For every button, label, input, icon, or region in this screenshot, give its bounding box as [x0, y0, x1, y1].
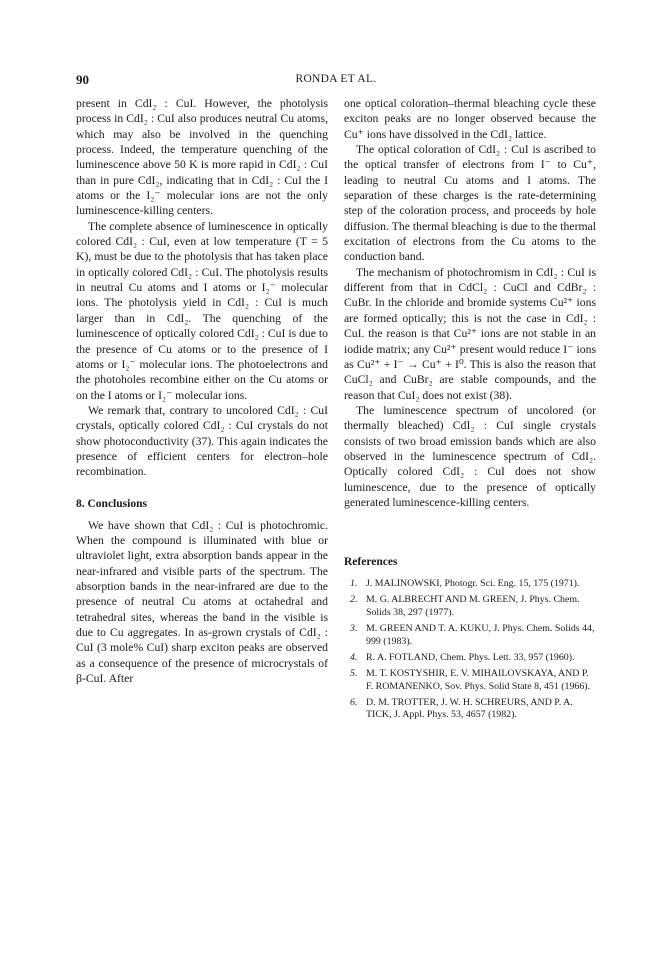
body-paragraph: We remark that, contrary to uncolored CdI₂ : CuI crystals, optically colored CdI₂ : CuI crystals do not show photoconductivity (37). This again indicates the presence of efficient centers for electron–hole recombination.	[76, 403, 328, 479]
references-list	[344, 578, 596, 722]
reference-text: J. MALINOWSKI, Photogr. Sci. Eng. 15, 175 (1971).	[366, 578, 580, 590]
page-header	[76, 72, 596, 90]
reference-number: 5.	[350, 667, 358, 679]
reference-number: 4.	[350, 651, 358, 663]
references-heading: References	[344, 556, 398, 569]
left-column	[76, 96, 328, 686]
reference-item	[344, 668, 596, 694]
body-paragraph: present in CdI₂ : CuI. However, the photolysis process in CdI₂ : CuI also produces neutral Cu atoms, which may also be involved in the quenching process. Indeed, the temperature quenching of the luminescence above 50 K is more rapid in CdI₂ : CuI than in pure CdI₂, indicating that in CdI₂ : CuI the I atoms or the I₂⁻ molecular ions are not the only luminescence-killing centers.	[76, 97, 328, 218]
reference-text: M. G. ALBRECHT AND M. GREEN, J. Phys. Chem. Solids 38, 297 (1977).	[366, 594, 580, 619]
reference-item	[344, 652, 596, 665]
body-paragraph: The mechanism of photochromism in CdI₂ : CuI is different from that in CdCl₂ : CuCl and CdBr₂ : CuBr. In the chloride and bromide systems Cu²⁺ ions are formed optically; this is not the case in CdI₂ : CuI. the reason is that Cu²⁺ ions are not stable in an iodide matrix; any Cu²⁺ present would reduce I⁻ ions as Cu²⁺ + I⁻ → Cu⁺ + I⁰. This is also the reason that CuCl₂ and CuBr₂ are stable compounds, and the reason that CuI₂ does not exist (38).	[344, 265, 596, 402]
body-paragraph: The luminescence spectrum of uncolored (or thermally bleached) CdI₂ : CuI single crystals consists of two broad emission bands which are also observed in the luminescence spectrum of CdI₂. Optically colored CdI₂ : CuI does not show luminescence, due to the presence of optically generated luminescence-killing centers.	[344, 403, 596, 509]
reference-text: R. A. FOTLAND, Chem. Phys. Lett. 33, 957 (1960).	[366, 651, 575, 663]
conclusions-paragraph: We have shown that CdI₂ : CuI is photochromic. When the compound is illuminated with blue or ultraviolet light, extra absorption bands appear in the near-infrared and visible parts of the spectrum. The absorption bands in the near-infrared are due to the presence of neutral Cu atoms at octahedral and tetrahedral sites, whereas the band in the visible is due to Cu aggregates. In as-grown crystals of CdI₂ : CuI (3 mole% CuI) sharp exciton peaks are observed as a consequence of the presence of microcrystals of β-CuI. After	[76, 518, 328, 686]
reference-number: 3.	[350, 623, 358, 634]
reference-number: 1.	[350, 578, 358, 590]
section-heading-conclusions: 8. Conclusions	[76, 497, 147, 510]
body-paragraph: The optical coloration of CdI₂ : CuI is ascribed to the optical transfer of electrons from I⁻ to Cu⁺, leading to neutral Cu atoms and I atoms. The separation of these charges is the rate-determining step of the coloration process, and proceeds by hole diffusion. The thermal bleaching is due to the thermal excitation of electrons from the Cu atoms to the conduction band.	[344, 143, 596, 264]
running-head: RONDA ET AL.	[295, 73, 377, 85]
reference-number: 2.	[350, 594, 358, 606]
reference-number: 6.	[350, 696, 358, 708]
reference-text: M. GREEN AND T. A. KUKU, J. Phys. Chem. Solids 44, 999 (1983).	[366, 623, 595, 647]
reference-text: D. M. TROTTER, J. W. H. SCHREURS, AND P. A. TICK, J. Appl. Phys. 53, 4657 (1982).	[366, 696, 573, 721]
reference-item	[344, 623, 596, 649]
reference-text: M. T. KOSTYSHIR, E. V. MIHAILOVSKAYA, AND P. F. ROMANENKO, Sov. Phys. Solid State 8, 451 (1966).	[366, 667, 591, 692]
body-paragraph: The complete absence of luminescence in optically colored CdI₂ : CuI, even at low temperature (T = 5 K), must be due to the photolysis that has taken place in optically colored CdI₂ : CuI. The photolysis results in neutral Cu atoms and I atoms or I₂⁻ molecular ions. The photolysis yield in CdI₂ : CuI is much larger than in CdI₂. The quenching of the luminescence of optically colored CdI₂ : CuI is due to the presence of Cu atoms or to the presence of I atoms or I₂⁻ molecular ions. The photoelectrons and the photoholes recombine either on the Cu atoms or on the I atoms or I₂⁻ molecular ions.	[76, 219, 328, 402]
reference-item	[344, 578, 596, 591]
reference-item	[344, 697, 596, 723]
page-number: 90	[76, 72, 89, 87]
right-column	[344, 96, 596, 725]
reference-item	[344, 594, 596, 620]
body-paragraph: one optical coloration–thermal bleaching cycle these exciton peaks are no longer observed because the Cu⁺ ions have dissolved in the CdI₂ lattice.	[344, 97, 596, 141]
